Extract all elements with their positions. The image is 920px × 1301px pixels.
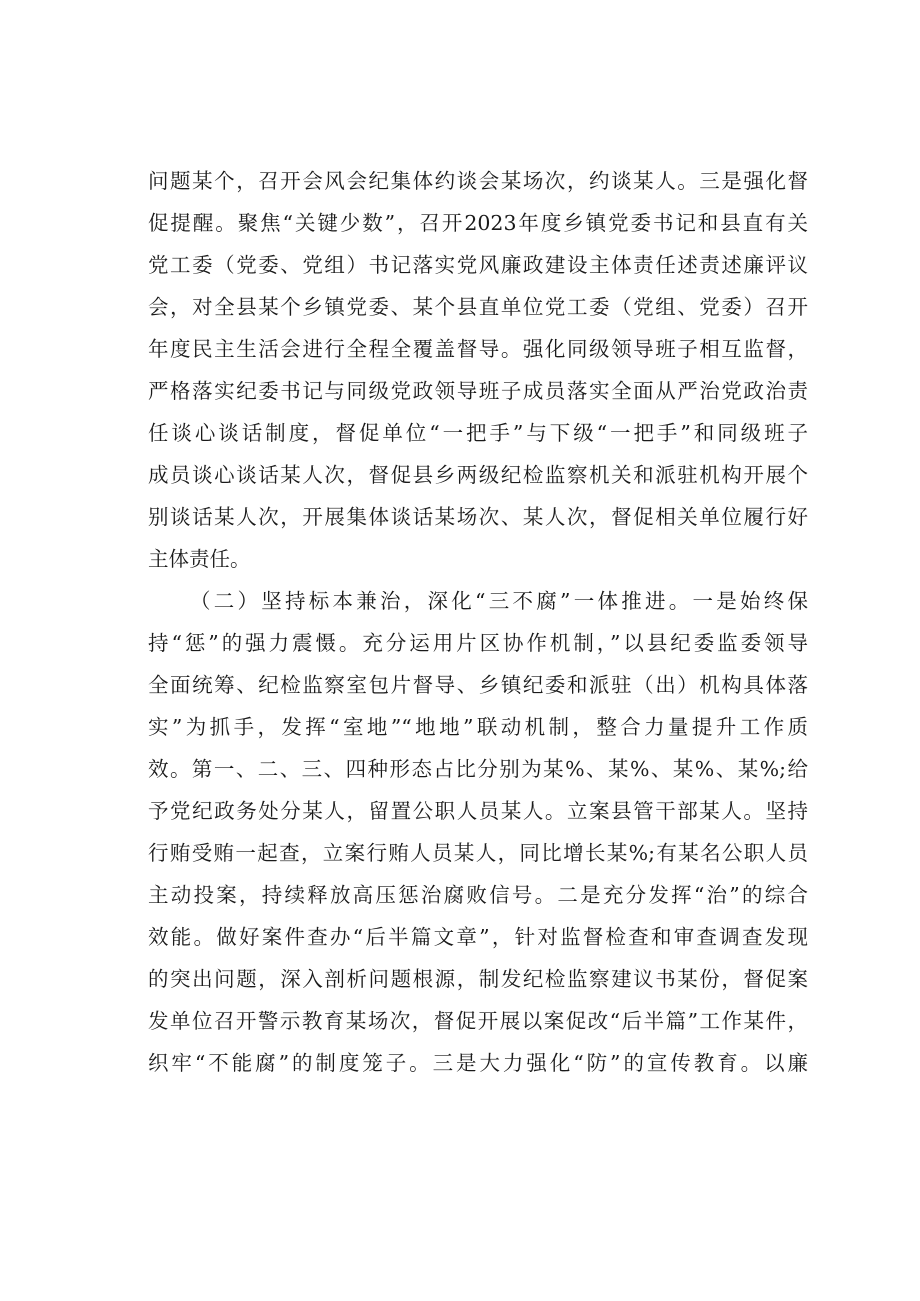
text-line: （二）坚持标本兼治，深化“三不腐”一体推进。一是始终保	[190, 589, 808, 613]
text-line: 的突出问题，深入剖析问题根源，制发纪检监察建议书某份，督促案	[148, 967, 808, 991]
text-line: 主动投案，持续释放高压惩治腐败信号。二是充分发挥“治”的综合	[148, 883, 808, 907]
text-line: 发单位召开警示教育某场次，督促开展以案促改“后半篇”工作某件，	[148, 1009, 808, 1033]
text-line: 严格落实纪委书记与同级党政领导班子成员落实全面从严治党政治责	[148, 379, 808, 403]
text-line: 促提醒。聚焦“关键少数”，召开2023年度乡镇党委书记和县直有关	[148, 211, 808, 235]
text-line: 任谈心谈话制度，督促单位“一把手”与下级“一把手”和同级班子	[148, 421, 808, 445]
text-line: 效。第一、二、三、四种形态占比分别为某%、某%、某%、某%;给	[148, 757, 808, 781]
text-line: 实”为抓手，发挥“室地”“地地”联动机制，整合力量提升工作质	[148, 715, 808, 739]
text-line: 会，对全县某个乡镇党委、某个县直单位党工委（党组、党委）召开	[148, 295, 808, 319]
text-line: 成员谈心谈话某人次，督促县乡两级纪检监察机关和派驻机构开展个	[148, 463, 808, 487]
text-line: 问题某个，召开会风会纪集体约谈会某场次，约谈某人。三是强化督	[148, 169, 808, 193]
text-line: 效能。做好案件查办“后半篇文章”，针对监督检查和审查调查发现	[148, 925, 808, 949]
text-line: 全面统筹、纪检监察室包片督导、乡镇纪委和派驻（出）机构具体落	[148, 673, 808, 697]
text-line: 持“惩”的强力震慑。充分运用片区协作机制，”以县纪委监委领导	[148, 631, 808, 655]
text-line: 予党纪政务处分某人，留置公职人员某人。立案县管干部某人。坚持	[148, 799, 808, 823]
text-line: 年度民主生活会进行全程全覆盖督导。强化同级领导班子相互监督，	[148, 337, 808, 361]
text-line: 行贿受贿一起查，立案行贿人员某人，同比增长某%;有某名公职人员	[148, 841, 808, 865]
text-line: 别谈话某人次，开展集体谈话某场次、某人次，督促相关单位履行好	[148, 505, 808, 529]
text-line: 织牢“不能腐”的制度笼子。三是大力强化“防”的宣传教育。以廉	[148, 1051, 808, 1075]
text-line: 主体责任。	[148, 547, 251, 571]
text-line: 党工委（党委、党组）书记落实党风廉政建设主体责任述责述廉评议	[148, 253, 808, 277]
